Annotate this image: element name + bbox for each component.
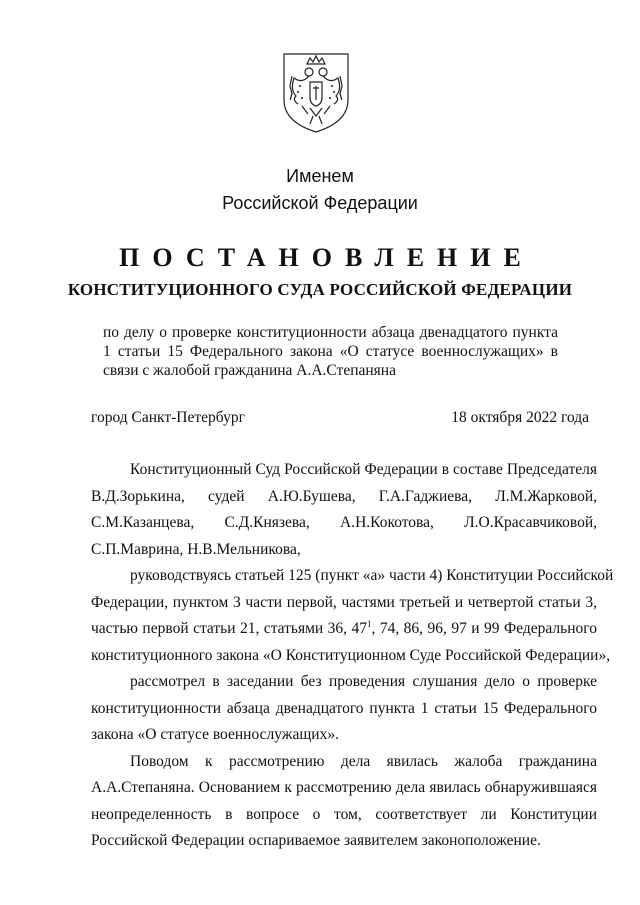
paragraph-composition [91,457,614,855]
paragraph-line: В.Д.Зорькина, судей А.Ю.Бушева, Г.А.Гаджиева, Л.М.Жарковой, [91,487,597,505]
paragraph-line: конституционного закона «О Конституционном Суде Российской Федерации», [91,646,611,664]
paragraph-line: неопределенность в вопросе о том, соответствует ли Конституции [91,805,597,823]
coat-of-arms-emblem [280,50,352,134]
paragraph-line: С.П.Маврина, Н.В.Мельникова, [91,540,301,558]
case-subject-line: связи с жалобой гражданина А.А.Степаняна [103,362,396,379]
place: город Санкт-Петербург [91,409,245,426]
case-subject [103,323,558,380]
date: 18 октября 2022 года [451,409,589,426]
document-title: ПОСТАНОВЛЕНИЕ [119,243,534,272]
paragraph-line: Российской Федерации оспариваемое заявителем законоположение. [91,832,541,849]
paragraph-line: конституционности абзаца двенадцатого пункта 1 статьи 15 Федерального [91,699,597,717]
paragraph-line-part: , 74, 86, 96, 97 и 99 Федерального [371,620,597,637]
superscript: 1 [367,618,372,629]
paragraph-line: руководствуясь статьей 125 (пункт «а» части 4) Конституции Российской [130,567,614,584]
paragraph-line: Поводом к рассмотрению дела явилась жалоба гражданина [130,752,597,770]
paragraph-line-part: частью первой статьи 21, статьями 36, 47 [91,620,367,637]
header-line-1: Именем [286,166,354,186]
paragraph-line [91,616,597,643]
paragraph-line: С.М.Казанцева, С.Д.Князева, А.Н.Кокотова, Л.О.Красавчиковой, [91,514,597,531]
paragraph-line: Конституционный Суд Российской Федерации в составе Председателя [130,461,597,478]
paragraph-line: А.А.Степаняна. Основанием к рассмотрению дела явилась обнаружившаяся [91,779,597,796]
paragraph-line: закона «О статусе военнослужащих». [91,726,339,743]
paragraph-line: рассмотрел в заседании без проведения слушания дело о проверке [130,673,597,690]
court-name: КОНСТИТУЦИОННОГО СУДА РОССИЙСКОЙ ФЕДЕРАЦИИ [67,280,573,299]
case-subject-line: 1 статьи 15 Федерального закона «О статусе военнослужащих» в [103,343,558,360]
header-line-2: Российской Федерации [222,193,418,213]
paragraph-line: Федерации, пунктом 3 части первой, частями третьей и четвертой статьи 3, [91,593,597,611]
case-subject-line: по делу о проверке конституционности абзаца двенадцатого пункта [103,324,558,341]
